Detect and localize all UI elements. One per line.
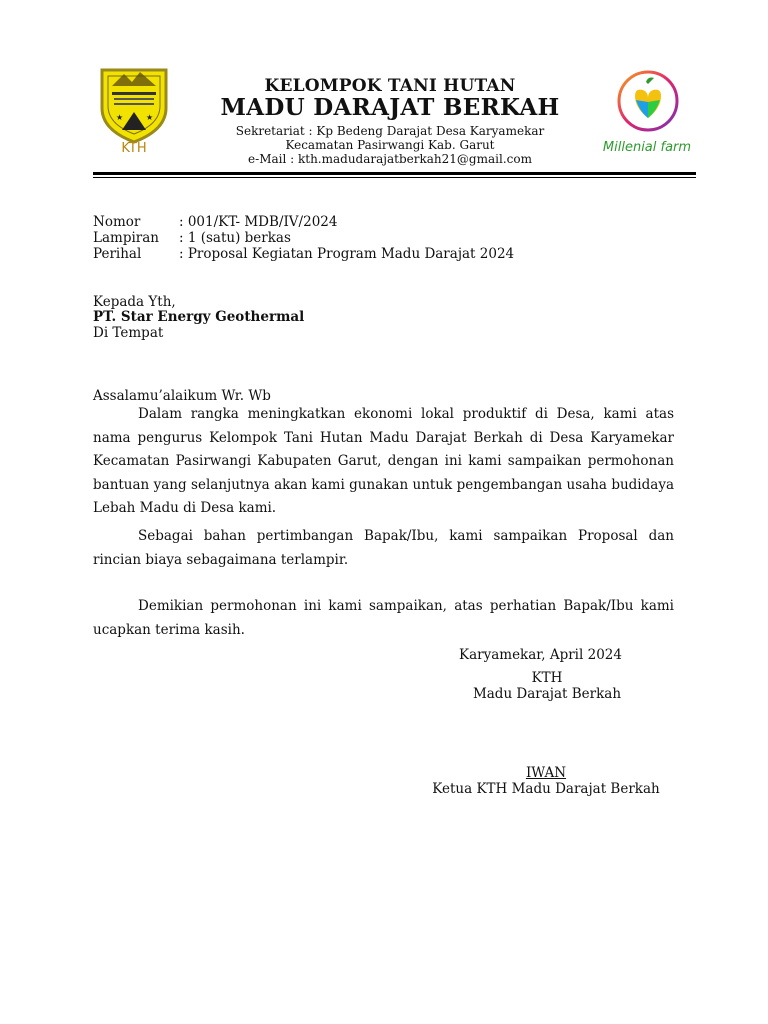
recipient-name: PT. Star Energy Geothermal xyxy=(93,309,305,325)
meta-row-lampiran xyxy=(93,230,291,246)
address-district: Kecamatan Pasirwangi Kab. Garut xyxy=(285,138,495,152)
signer-name: IWAN xyxy=(525,765,567,781)
address-secretariat: Sekretariat : Kp Bedeng Darajat Desa Karyamekar xyxy=(235,124,545,138)
place-date: Karyamekar, April 2024 xyxy=(459,647,622,663)
meta-value: : 001/KT- MDB/IV/2024 xyxy=(179,214,338,230)
body-paragraph-3: Demikian permohonan ini kami sampaikan, atas perhatian Bapak/Ibu kami ucapkan terima kasih. xyxy=(93,598,674,638)
meta-label: Lampiran xyxy=(93,230,159,246)
letterhead-divider-thin xyxy=(93,177,696,178)
recipient-salutation: Kepada Yth, xyxy=(93,294,176,310)
org-name-heading: MADU DARAJAT BERKAH xyxy=(220,94,560,121)
logo-caption-millenial: Millenial farm xyxy=(602,140,692,155)
greeting: Assalamu’alaikum Wr. Wb xyxy=(93,388,271,404)
body-paragraph-1: Dalam rangka meningkatkan ekonomi lokal produktif di Desa, kami atas nama pengurus Kelompok Tani Hutan Madu Darajat Berkah di Desa Karyamekar Kecamatan Pasirwangi Kabupaten Garut, dengan ini kami sampaikan permohonan bantuan yang selanjutnya akan kami gunakan untuk pengembangan usaha budidaya Lebah Madu di Desa kami. xyxy=(93,406,674,516)
org-type-heading: KELOMPOK TANI HUTAN xyxy=(264,76,516,96)
meta-row-nomor xyxy=(93,214,337,230)
meta-value: : 1 (satu) berkas xyxy=(179,230,291,246)
meta-row-perihal xyxy=(93,246,514,262)
meta-value: : Proposal Kegiatan Program Madu Darajat 2024 xyxy=(179,246,515,262)
millenial-farm-logo xyxy=(610,68,682,134)
closing-org-name: Madu Darajat Berkah xyxy=(472,686,622,702)
svg-text:★: ★ xyxy=(146,113,154,122)
letterhead-divider xyxy=(93,172,696,175)
meta-label: Perihal xyxy=(93,246,142,262)
recipient-place: Di Tempat xyxy=(93,325,164,341)
address-email: e-Mail : kth.madudarajatberkah21@gmail.com xyxy=(248,152,532,166)
svg-text:★: ★ xyxy=(116,113,124,122)
body-paragraph-2: Sebagai bahan pertimbangan Bapak/Ibu, kami sampaikan Proposal dan rincian biaya sebagaimana terlampir. xyxy=(93,528,674,568)
signer-title: Ketua KTH Madu Darajat Berkah xyxy=(432,781,660,797)
meta-label: Nomor xyxy=(93,214,141,230)
logo-caption-kth: KTH xyxy=(121,141,147,156)
closing-org-short: KTH xyxy=(531,670,563,686)
